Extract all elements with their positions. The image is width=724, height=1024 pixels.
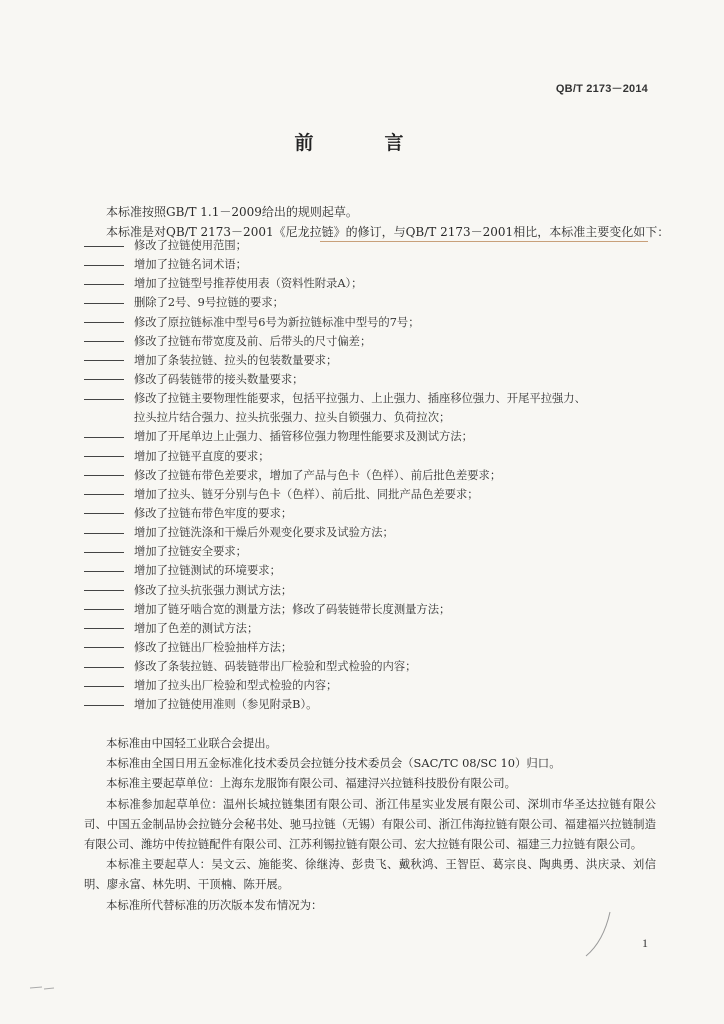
list-item-text: 增加了拉头、链牙分别与色卡（色样）、前后批、同批产品色差要求； xyxy=(134,487,479,501)
list-item xyxy=(84,600,684,619)
dash-marker xyxy=(84,341,124,342)
list-item-text: 增加了拉链测试的环境要求； xyxy=(134,564,281,578)
pen-stroke-mark xyxy=(580,910,620,960)
list-item xyxy=(84,274,684,293)
dash-marker xyxy=(84,609,124,610)
dash-marker xyxy=(84,360,124,361)
dash-marker xyxy=(84,590,124,591)
list-item-text: 增加了拉链平直度的要求； xyxy=(134,449,270,463)
list-item-text: 删除了2号、9号拉链的要求； xyxy=(134,296,284,310)
page-title: 前 言 xyxy=(294,132,430,154)
dash-marker xyxy=(84,513,124,514)
list-item-text: 修改了原拉链标准中型号6号为新拉链标准中型号的7号； xyxy=(134,315,420,329)
list-item xyxy=(84,485,684,504)
list-item xyxy=(84,638,684,657)
list-item-text: 修改了拉链布带色牢度的要求； xyxy=(134,506,293,520)
list-item-text: 修改了拉链布带宽度及前、后带头的尺寸偏差； xyxy=(134,334,372,348)
list-item-continuation xyxy=(84,408,684,427)
list-item-text: 修改了拉头抗张强力测试方法； xyxy=(134,583,293,597)
list-item-text: 增加了拉链名词术语； xyxy=(134,258,247,272)
list-item xyxy=(84,255,684,274)
paragraph: 本标准由中国轻工业联合会提出。 xyxy=(106,736,277,750)
list-item xyxy=(84,293,684,312)
dash-marker xyxy=(84,456,124,457)
paragraph: 本标准由全国日用五金标准化技术委员会拉链分技术委员会（SAC/TC 08/SC 10）归口。 xyxy=(106,756,561,771)
dash-marker xyxy=(84,571,124,572)
list-item xyxy=(84,236,684,255)
dash-marker xyxy=(84,705,124,706)
list-item-text: 增加了拉链洗涤和干燥后外观变化要求及试验方法； xyxy=(134,526,394,540)
list-item xyxy=(84,447,684,466)
list-item-text: 修改了拉链出厂检验抽样方法； xyxy=(134,640,293,654)
body-paragraphs xyxy=(84,733,656,915)
list-item-text: 修改了条装拉链、码装链带出厂检验和型式检验的内容； xyxy=(134,660,417,674)
list-item xyxy=(84,581,684,600)
list-item xyxy=(84,389,684,408)
list-item xyxy=(84,370,684,389)
list-item-text: 增加了色差的测试方法； xyxy=(134,621,259,635)
list-item-text: 增加了拉链使用准则（参见附录B）。 xyxy=(134,698,318,712)
paragraph: 本标准主要起草人：吴文云、施能奖、徐继涛、彭贵飞、戴秋鸿、王智臣、葛宗良、陶典勇、洪庆录、刘信明、廖永富、林先明、干顶楠、陈开展。 xyxy=(84,857,656,892)
paragraph: 本标准所代替标准的历次版本发布情况为： xyxy=(106,897,323,912)
list-item xyxy=(84,619,684,638)
dash-marker xyxy=(84,246,124,247)
intro-line: 本标准按照GB/T 1.1－2009给出的规则起草。 xyxy=(106,205,358,219)
dash-marker xyxy=(84,647,124,648)
list-item xyxy=(84,466,684,485)
dash-marker xyxy=(84,686,124,687)
list-item xyxy=(84,351,684,370)
dash-marker xyxy=(84,552,124,553)
changes-list xyxy=(84,236,684,715)
list-item-text: 增加了条装拉链、拉头的包装数量要求； xyxy=(134,353,338,367)
list-item-text: 拉头拉片结合强力、拉头抗张强力、拉头自锁强力、负荷拉次； xyxy=(134,411,451,425)
list-item xyxy=(84,676,684,695)
intro-line: 本标准是对QB/T 2173－2001《尼龙拉链》的修订，与QB/T 2173－2001相比，本标准主要变化如下： xyxy=(106,225,670,239)
dash-marker xyxy=(84,475,124,476)
list-item-text: 增加了链牙啮合宽的测量方法；修改了码装链带长度测量方法； xyxy=(134,602,451,616)
list-item-text: 增加了拉链型号推荐使用表（资料性附录A）； xyxy=(134,277,363,291)
list-item xyxy=(84,504,684,523)
standard-code: QB/T 2173－2014 xyxy=(555,83,648,95)
list-item-text: 修改了拉链主要物理性能要求，包括平拉强力、上止强力、插座移位强力、开尾平拉强力、 xyxy=(134,392,586,406)
dash-marker xyxy=(84,265,124,266)
dash-marker xyxy=(84,667,124,668)
list-item xyxy=(84,542,684,561)
paragraph: 本标准主要起草单位：上海东龙服饰有限公司、福建浔兴拉链科技股份有限公司。 xyxy=(106,776,517,791)
dash-marker xyxy=(84,628,124,629)
list-item xyxy=(84,695,684,714)
dash-marker xyxy=(84,494,124,495)
list-item xyxy=(84,332,684,351)
list-item-text: 修改了码装链带的接头数量要求； xyxy=(134,372,304,386)
dash-marker xyxy=(84,399,124,400)
list-item xyxy=(84,657,684,676)
list-item-text: 修改了拉链布带色差要求，增加了产品与色卡（色样）、前后批色差要求； xyxy=(134,468,502,482)
list-item-text: 修改了拉链使用范围； xyxy=(134,239,247,252)
list-item xyxy=(84,561,684,580)
list-item-text: 增加了拉链安全要求； xyxy=(134,545,247,559)
list-item-text: 增加了开尾单边上止强力、插管移位强力物理性能要求及测试方法； xyxy=(134,430,473,444)
list-item xyxy=(84,523,684,542)
dash-marker xyxy=(84,379,124,380)
list-item-text: 增加了拉头出厂检验和型式检验的内容； xyxy=(134,679,338,693)
scan-smudge-mark xyxy=(28,980,68,994)
paragraph: 本标准参加起草单位：温州长城拉链集团有限公司、浙江伟星实业发展有限公司、深圳市华圣达拉链有限公司、中国五金制品协会拉链分会秘书处、驰马拉链（无锡）有限公司、浙江伟海拉链有限公司、福建福兴拉链制造有限公司、潍坊中传拉链配件有限公司、江苏利锡拉链有限公司、宏大拉链有限公司、福建三力拉链有限公司。 xyxy=(84,796,656,852)
dash-marker xyxy=(84,284,124,285)
dash-marker xyxy=(84,322,124,323)
dash-marker xyxy=(84,437,124,438)
dash-marker xyxy=(84,303,124,304)
list-item xyxy=(84,313,684,332)
dash-marker xyxy=(84,533,124,534)
list-item xyxy=(84,427,684,446)
page-number: 1 xyxy=(642,936,648,950)
